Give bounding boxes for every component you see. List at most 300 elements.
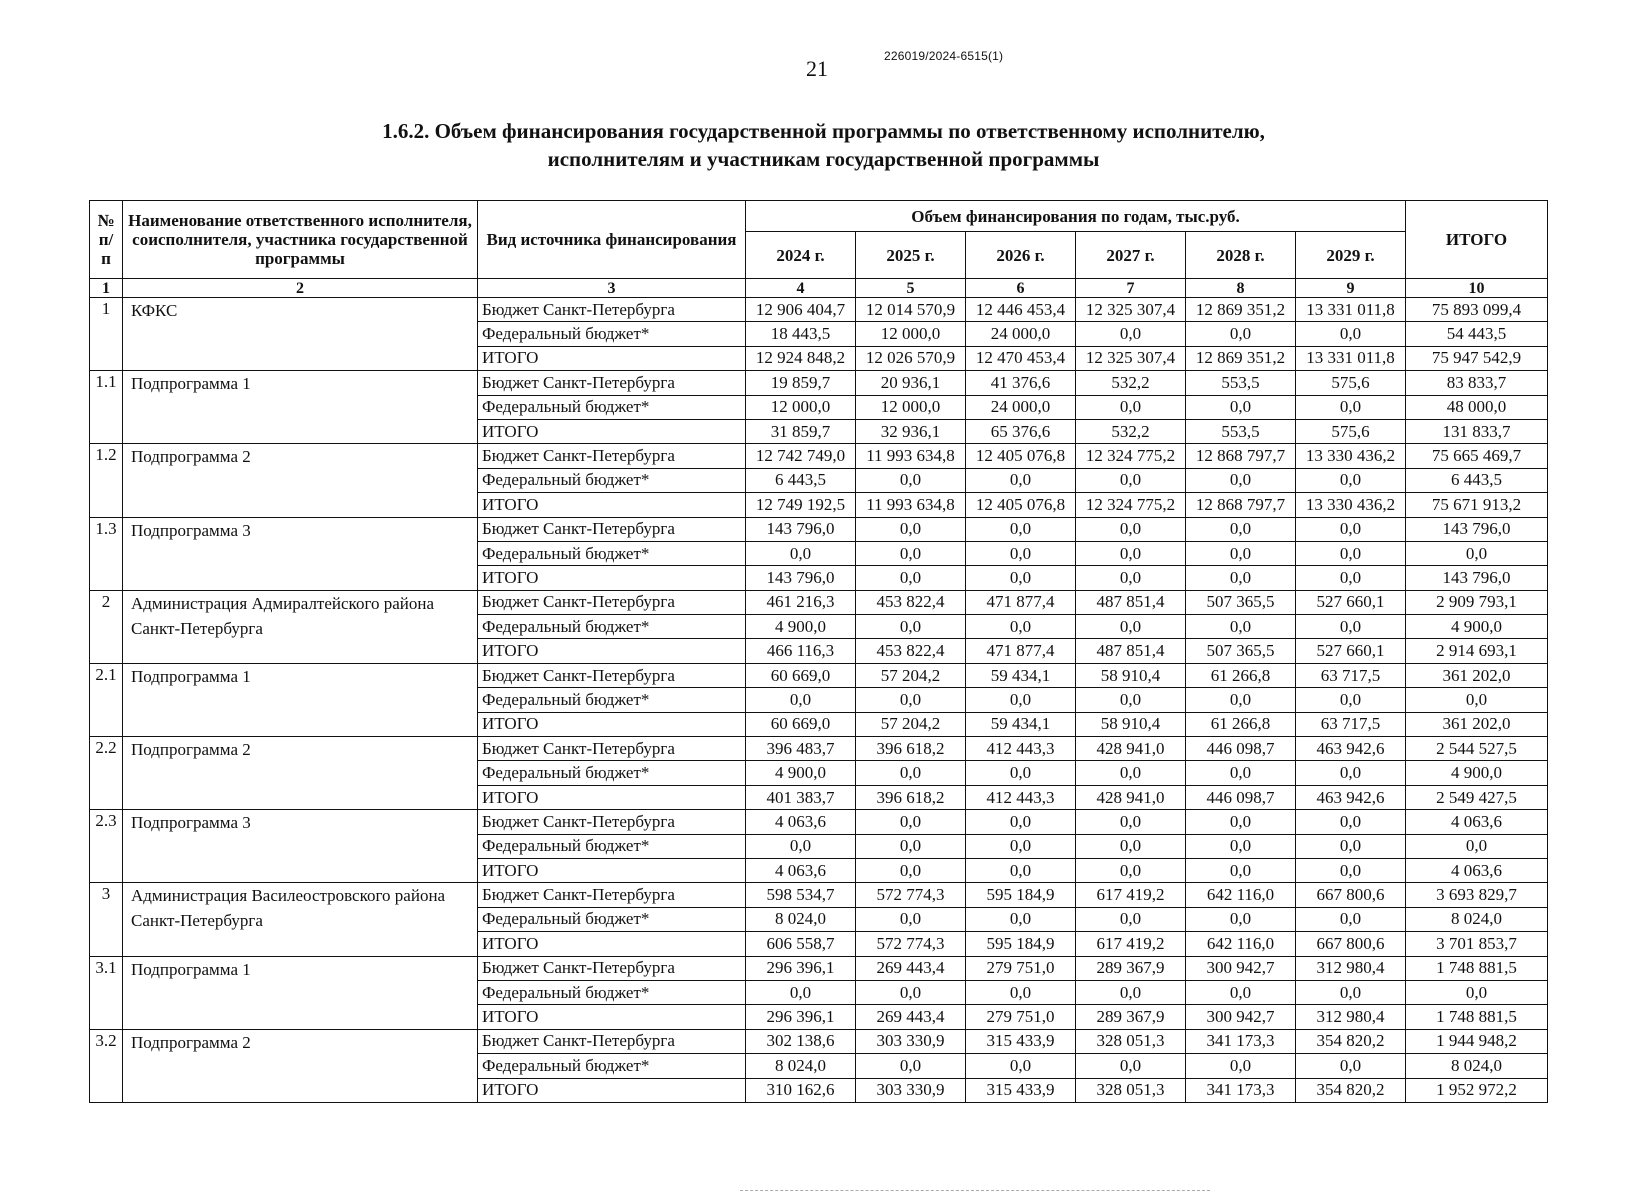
amount-cell: 63 717,5 xyxy=(1296,663,1406,687)
footer-divider xyxy=(740,1190,1210,1191)
amount-cell: 0,0 xyxy=(746,834,856,858)
row-number: 1.2 xyxy=(90,444,123,517)
amount-cell: 0,0 xyxy=(1296,566,1406,590)
total-cell: 4 900,0 xyxy=(1406,761,1548,785)
amount-cell: 0,0 xyxy=(1076,907,1186,931)
amount-cell: 0,0 xyxy=(1296,907,1406,931)
funding-source: Бюджет Санкт-Петербурга xyxy=(478,444,746,468)
amount-cell: 572 774,3 xyxy=(856,932,966,956)
amount-cell: 296 396,1 xyxy=(746,956,856,980)
header-row-1 xyxy=(90,201,1548,232)
amount-cell: 12 014 570,9 xyxy=(856,298,966,322)
funding-source: ИТОГО xyxy=(478,493,746,517)
amount-cell: 617 419,2 xyxy=(1076,932,1186,956)
amount-cell: 0,0 xyxy=(1076,322,1186,346)
amount-cell: 487 851,4 xyxy=(1076,639,1186,663)
total-cell: 4 900,0 xyxy=(1406,615,1548,639)
funding-source: ИТОГО xyxy=(478,932,746,956)
amount-cell: 0,0 xyxy=(1296,1054,1406,1078)
table-row xyxy=(90,590,1548,614)
header-year: 2025 г. xyxy=(856,232,966,279)
total-cell: 2 909 793,1 xyxy=(1406,590,1548,614)
amount-cell: 12 405 076,8 xyxy=(966,444,1076,468)
amount-cell: 65 376,6 xyxy=(966,419,1076,443)
amount-cell: 463 942,6 xyxy=(1296,737,1406,761)
amount-cell: 0,0 xyxy=(966,858,1076,882)
amount-cell: 12 869 351,2 xyxy=(1186,346,1296,370)
amount-cell: 4 900,0 xyxy=(746,615,856,639)
amount-cell: 412 443,3 xyxy=(966,737,1076,761)
amount-cell: 0,0 xyxy=(1076,834,1186,858)
amount-cell: 0,0 xyxy=(746,688,856,712)
amount-cell: 302 138,6 xyxy=(746,1029,856,1053)
amount-cell: 0,0 xyxy=(966,541,1076,565)
funding-source: Бюджет Санкт-Петербурга xyxy=(478,883,746,907)
amount-cell: 446 098,7 xyxy=(1186,785,1296,809)
amount-cell: 446 098,7 xyxy=(1186,737,1296,761)
amount-cell: 24 000,0 xyxy=(966,395,1076,419)
amount-cell: 0,0 xyxy=(1296,517,1406,541)
funding-source: Федеральный бюджет* xyxy=(478,395,746,419)
amount-cell: 396 483,7 xyxy=(746,737,856,761)
amount-cell: 642 116,0 xyxy=(1186,932,1296,956)
table-row xyxy=(90,810,1548,834)
row-number: 3 xyxy=(90,883,123,956)
amount-cell: 289 367,9 xyxy=(1076,1005,1186,1029)
executor-name: Администрация Адмиралтейского района Санкт-Петербурга xyxy=(123,590,478,663)
amount-cell: 0,0 xyxy=(746,541,856,565)
amount-cell: 0,0 xyxy=(1076,395,1186,419)
header-year: 2029 г. xyxy=(1296,232,1406,279)
amount-cell: 0,0 xyxy=(1296,688,1406,712)
amount-cell: 0,0 xyxy=(966,615,1076,639)
amount-cell: 18 443,5 xyxy=(746,322,856,346)
amount-cell: 4 063,6 xyxy=(746,858,856,882)
column-number: 9 xyxy=(1296,279,1406,298)
funding-source: Бюджет Санкт-Петербурга xyxy=(478,663,746,687)
amount-cell: 0,0 xyxy=(966,810,1076,834)
amount-cell: 401 383,7 xyxy=(746,785,856,809)
amount-cell: 12 470 453,4 xyxy=(966,346,1076,370)
title-line-2: исполнителям и участникам государственной программы xyxy=(547,147,1100,171)
amount-cell: 428 941,0 xyxy=(1076,785,1186,809)
row-number: 1.3 xyxy=(90,517,123,590)
amount-cell: 315 433,9 xyxy=(966,1078,1076,1102)
column-number: 3 xyxy=(478,279,746,298)
amount-cell: 32 936,1 xyxy=(856,419,966,443)
total-cell: 2 544 527,5 xyxy=(1406,737,1548,761)
amount-cell: 0,0 xyxy=(1076,858,1186,882)
amount-cell: 0,0 xyxy=(1186,980,1296,1004)
funding-source: Федеральный бюджет* xyxy=(478,1054,746,1078)
amount-cell: 0,0 xyxy=(966,517,1076,541)
amount-cell: 12 405 076,8 xyxy=(966,493,1076,517)
column-number: 2 xyxy=(123,279,478,298)
amount-cell: 0,0 xyxy=(1186,395,1296,419)
amount-cell: 300 942,7 xyxy=(1186,956,1296,980)
amount-cell: 12 869 351,2 xyxy=(1186,298,1296,322)
header-year: 2027 г. xyxy=(1076,232,1186,279)
column-number: 6 xyxy=(966,279,1076,298)
column-number: 10 xyxy=(1406,279,1548,298)
amount-cell: 12 906 404,7 xyxy=(746,298,856,322)
amount-cell: 0,0 xyxy=(1076,615,1186,639)
amount-cell: 617 419,2 xyxy=(1076,883,1186,907)
amount-cell: 532,2 xyxy=(1076,371,1186,395)
amount-cell: 0,0 xyxy=(1296,395,1406,419)
amount-cell: 328 051,3 xyxy=(1076,1029,1186,1053)
row-number: 2 xyxy=(90,590,123,663)
total-cell: 0,0 xyxy=(1406,541,1548,565)
amount-cell: 0,0 xyxy=(856,980,966,1004)
amount-cell: 8 024,0 xyxy=(746,907,856,931)
total-cell: 75 665 469,7 xyxy=(1406,444,1548,468)
amount-cell: 58 910,4 xyxy=(1076,712,1186,736)
amount-cell: 12 000,0 xyxy=(856,322,966,346)
table-row xyxy=(90,737,1548,761)
total-cell: 75 893 099,4 xyxy=(1406,298,1548,322)
amount-cell: 0,0 xyxy=(856,907,966,931)
total-cell: 4 063,6 xyxy=(1406,858,1548,882)
amount-cell: 0,0 xyxy=(856,517,966,541)
total-cell: 4 063,6 xyxy=(1406,810,1548,834)
amount-cell: 12 868 797,7 xyxy=(1186,493,1296,517)
funding-source: ИТОГО xyxy=(478,419,746,443)
amount-cell: 0,0 xyxy=(1186,615,1296,639)
amount-cell: 572 774,3 xyxy=(856,883,966,907)
funding-source: ИТОГО xyxy=(478,858,746,882)
funding-source: Федеральный бюджет* xyxy=(478,907,746,931)
funding-source: Федеральный бюджет* xyxy=(478,980,746,1004)
amount-cell: 8 024,0 xyxy=(746,1054,856,1078)
funding-source: ИТОГО xyxy=(478,639,746,663)
amount-cell: 354 820,2 xyxy=(1296,1078,1406,1102)
total-cell: 75 671 913,2 xyxy=(1406,493,1548,517)
amount-cell: 0,0 xyxy=(1296,980,1406,1004)
funding-source: Федеральный бюджет* xyxy=(478,322,746,346)
amount-cell: 0,0 xyxy=(856,468,966,492)
funding-source: Бюджет Санкт-Петербурга xyxy=(478,1029,746,1053)
amount-cell: 0,0 xyxy=(1186,322,1296,346)
amount-cell: 269 443,4 xyxy=(856,956,966,980)
amount-cell: 4 900,0 xyxy=(746,761,856,785)
amount-cell: 0,0 xyxy=(966,1054,1076,1078)
amount-cell: 0,0 xyxy=(856,810,966,834)
table-row xyxy=(90,371,1548,395)
amount-cell: 19 859,7 xyxy=(746,371,856,395)
header-no: № п/п xyxy=(90,201,123,279)
amount-cell: 453 822,4 xyxy=(856,590,966,614)
amount-cell: 0,0 xyxy=(1296,834,1406,858)
amount-cell: 13 331 011,8 xyxy=(1296,346,1406,370)
page-title xyxy=(0,117,1647,173)
amount-cell: 58 910,4 xyxy=(1076,663,1186,687)
amount-cell: 0,0 xyxy=(1296,858,1406,882)
amount-cell: 0,0 xyxy=(1296,810,1406,834)
funding-source: Бюджет Санкт-Петербурга xyxy=(478,298,746,322)
row-number: 3.1 xyxy=(90,956,123,1029)
amount-cell: 24 000,0 xyxy=(966,322,1076,346)
amount-cell: 553,5 xyxy=(1186,419,1296,443)
amount-cell: 0,0 xyxy=(856,1054,966,1078)
amount-cell: 269 443,4 xyxy=(856,1005,966,1029)
funding-source: ИТОГО xyxy=(478,566,746,590)
amount-cell: 12 446 453,4 xyxy=(966,298,1076,322)
column-number: 8 xyxy=(1186,279,1296,298)
executor-name: Подпрограмма 2 xyxy=(123,444,478,517)
header-name: Наименование ответственного исполнителя, соисполнителя, участника государственной программы xyxy=(123,201,478,279)
funding-source: Бюджет Санкт-Петербурга xyxy=(478,371,746,395)
amount-cell: 667 800,6 xyxy=(1296,883,1406,907)
amount-cell: 328 051,3 xyxy=(1076,1078,1186,1102)
amount-cell: 303 330,9 xyxy=(856,1078,966,1102)
executor-name: Подпрограмма 1 xyxy=(123,371,478,444)
table-row xyxy=(90,444,1548,468)
total-cell: 48 000,0 xyxy=(1406,395,1548,419)
funding-source: Федеральный бюджет* xyxy=(478,615,746,639)
amount-cell: 312 980,4 xyxy=(1296,1005,1406,1029)
amount-cell: 0,0 xyxy=(966,980,1076,1004)
amount-cell: 0,0 xyxy=(1076,468,1186,492)
amount-cell: 0,0 xyxy=(966,761,1076,785)
amount-cell: 315 433,9 xyxy=(966,1029,1076,1053)
amount-cell: 12 026 570,9 xyxy=(856,346,966,370)
funding-source: Федеральный бюджет* xyxy=(478,761,746,785)
funding-source: Федеральный бюджет* xyxy=(478,541,746,565)
amount-cell: 0,0 xyxy=(1076,810,1186,834)
header-year: 2028 г. xyxy=(1186,232,1296,279)
executor-name: Подпрограмма 1 xyxy=(123,956,478,1029)
amount-cell: 12 749 192,5 xyxy=(746,493,856,517)
amount-cell: 0,0 xyxy=(856,834,966,858)
amount-cell: 396 618,2 xyxy=(856,737,966,761)
amount-cell: 595 184,9 xyxy=(966,932,1076,956)
amount-cell: 0,0 xyxy=(856,566,966,590)
header-years-group: Объем финансирования по годам, тыс.руб. xyxy=(746,201,1406,232)
amount-cell: 59 434,1 xyxy=(966,712,1076,736)
row-number: 1 xyxy=(90,298,123,371)
amount-cell: 60 669,0 xyxy=(746,663,856,687)
amount-cell: 61 266,8 xyxy=(1186,712,1296,736)
amount-cell: 13 330 436,2 xyxy=(1296,444,1406,468)
amount-cell: 41 376,6 xyxy=(966,371,1076,395)
total-cell: 143 796,0 xyxy=(1406,566,1548,590)
amount-cell: 0,0 xyxy=(1186,688,1296,712)
total-cell: 1 944 948,2 xyxy=(1406,1029,1548,1053)
column-number: 7 xyxy=(1076,279,1186,298)
amount-cell: 0,0 xyxy=(1296,468,1406,492)
amount-cell: 0,0 xyxy=(1186,858,1296,882)
header-total: ИТОГО xyxy=(1406,201,1548,279)
funding-source: ИТОГО xyxy=(478,712,746,736)
amount-cell: 6 443,5 xyxy=(746,468,856,492)
header-year: 2024 г. xyxy=(746,232,856,279)
amount-cell: 4 063,6 xyxy=(746,810,856,834)
funding-source: Бюджет Санкт-Петербурга xyxy=(478,737,746,761)
amount-cell: 0,0 xyxy=(966,834,1076,858)
amount-cell: 12 324 775,2 xyxy=(1076,444,1186,468)
amount-cell: 0,0 xyxy=(856,541,966,565)
amount-cell: 0,0 xyxy=(1186,810,1296,834)
amount-cell: 312 980,4 xyxy=(1296,956,1406,980)
amount-cell: 0,0 xyxy=(1186,907,1296,931)
amount-cell: 0,0 xyxy=(1186,517,1296,541)
amount-cell: 532,2 xyxy=(1076,419,1186,443)
column-number: 1 xyxy=(90,279,123,298)
amount-cell: 428 941,0 xyxy=(1076,737,1186,761)
amount-cell: 61 266,8 xyxy=(1186,663,1296,687)
amount-cell: 303 330,9 xyxy=(856,1029,966,1053)
header-year: 2026 г. xyxy=(966,232,1076,279)
amount-cell: 143 796,0 xyxy=(746,566,856,590)
funding-source: Федеральный бюджет* xyxy=(478,688,746,712)
funding-source: Бюджет Санкт-Петербурга xyxy=(478,956,746,980)
funding-source: Бюджет Санкт-Петербурга xyxy=(478,517,746,541)
total-cell: 0,0 xyxy=(1406,688,1548,712)
executor-name: Подпрограмма 3 xyxy=(123,810,478,883)
amount-cell: 341 173,3 xyxy=(1186,1078,1296,1102)
amount-cell: 595 184,9 xyxy=(966,883,1076,907)
total-cell: 143 796,0 xyxy=(1406,517,1548,541)
amount-cell: 13 331 011,8 xyxy=(1296,298,1406,322)
total-cell: 2 549 427,5 xyxy=(1406,785,1548,809)
amount-cell: 575,6 xyxy=(1296,371,1406,395)
executor-name: КФКС xyxy=(123,298,478,371)
executor-name: Администрация Василеостровского района Санкт-Петербурга xyxy=(123,883,478,956)
row-number: 2.1 xyxy=(90,663,123,736)
row-number: 1.1 xyxy=(90,371,123,444)
amount-cell: 527 660,1 xyxy=(1296,590,1406,614)
funding-source: Федеральный бюджет* xyxy=(478,834,746,858)
amount-cell: 300 942,7 xyxy=(1186,1005,1296,1029)
amount-cell: 0,0 xyxy=(1186,541,1296,565)
table-row xyxy=(90,883,1548,907)
executor-name: Подпрограмма 2 xyxy=(123,737,478,810)
amount-cell: 466 116,3 xyxy=(746,639,856,663)
amount-cell: 461 216,3 xyxy=(746,590,856,614)
amount-cell: 63 717,5 xyxy=(1296,712,1406,736)
amount-cell: 310 162,6 xyxy=(746,1078,856,1102)
funding-source: ИТОГО xyxy=(478,1005,746,1029)
title-line-1: 1.6.2. Объем финансирования государственной программы по ответственному исполнителю, xyxy=(382,119,1265,143)
column-number: 4 xyxy=(746,279,856,298)
document-code: 226019/2024-6515(1) xyxy=(884,49,1004,63)
amount-cell: 0,0 xyxy=(1186,468,1296,492)
amount-cell: 0,0 xyxy=(1186,761,1296,785)
table-row xyxy=(90,298,1548,322)
amount-cell: 13 330 436,2 xyxy=(1296,493,1406,517)
amount-cell: 412 443,3 xyxy=(966,785,1076,809)
executor-name: Подпрограмма 3 xyxy=(123,517,478,590)
amount-cell: 507 365,5 xyxy=(1186,590,1296,614)
table-row xyxy=(90,1029,1548,1053)
row-number: 3.2 xyxy=(90,1029,123,1102)
amount-cell: 60 669,0 xyxy=(746,712,856,736)
total-cell: 1 952 972,2 xyxy=(1406,1078,1548,1102)
amount-cell: 0,0 xyxy=(1076,980,1186,1004)
total-cell: 8 024,0 xyxy=(1406,907,1548,931)
amount-cell: 12 742 749,0 xyxy=(746,444,856,468)
amount-cell: 471 877,4 xyxy=(966,639,1076,663)
amount-cell: 279 751,0 xyxy=(966,956,1076,980)
table-row xyxy=(90,517,1548,541)
amount-cell: 279 751,0 xyxy=(966,1005,1076,1029)
amount-cell: 463 942,6 xyxy=(1296,785,1406,809)
amount-cell: 12 868 797,7 xyxy=(1186,444,1296,468)
funding-source: Федеральный бюджет* xyxy=(478,468,746,492)
total-cell: 361 202,0 xyxy=(1406,663,1548,687)
amount-cell: 0,0 xyxy=(746,980,856,1004)
amount-cell: 0,0 xyxy=(1296,541,1406,565)
amount-cell: 31 859,7 xyxy=(746,419,856,443)
total-cell: 1 748 881,5 xyxy=(1406,956,1548,980)
row-number: 2.3 xyxy=(90,810,123,883)
funding-source: Бюджет Санкт-Петербурга xyxy=(478,590,746,614)
amount-cell: 0,0 xyxy=(1076,1054,1186,1078)
amount-cell: 0,0 xyxy=(1296,322,1406,346)
amount-cell: 487 851,4 xyxy=(1076,590,1186,614)
amount-cell: 0,0 xyxy=(966,566,1076,590)
amount-cell: 0,0 xyxy=(1296,615,1406,639)
funding-source: Бюджет Санкт-Петербурга xyxy=(478,810,746,834)
amount-cell: 0,0 xyxy=(1076,688,1186,712)
amount-cell: 354 820,2 xyxy=(1296,1029,1406,1053)
amount-cell: 59 434,1 xyxy=(966,663,1076,687)
amount-cell: 0,0 xyxy=(1076,566,1186,590)
amount-cell: 11 993 634,8 xyxy=(856,444,966,468)
executor-name: Подпрограмма 1 xyxy=(123,663,478,736)
amount-cell: 453 822,4 xyxy=(856,639,966,663)
amount-cell: 341 173,3 xyxy=(1186,1029,1296,1053)
amount-cell: 12 924 848,2 xyxy=(746,346,856,370)
amount-cell: 11 993 634,8 xyxy=(856,493,966,517)
amount-cell: 57 204,2 xyxy=(856,712,966,736)
total-cell: 0,0 xyxy=(1406,980,1548,1004)
amount-cell: 0,0 xyxy=(966,907,1076,931)
total-cell: 0,0 xyxy=(1406,834,1548,858)
amount-cell: 396 618,2 xyxy=(856,785,966,809)
total-cell: 54 443,5 xyxy=(1406,322,1548,346)
amount-cell: 0,0 xyxy=(1076,517,1186,541)
total-cell: 3 693 829,7 xyxy=(1406,883,1548,907)
funding-source: ИТОГО xyxy=(478,1078,746,1102)
amount-cell: 0,0 xyxy=(966,688,1076,712)
financing-table xyxy=(89,200,1548,1103)
table-body xyxy=(90,298,1548,1103)
amount-cell: 0,0 xyxy=(856,761,966,785)
amount-cell: 289 367,9 xyxy=(1076,956,1186,980)
amount-cell: 0,0 xyxy=(1296,761,1406,785)
amount-cell: 527 660,1 xyxy=(1296,639,1406,663)
total-cell: 3 701 853,7 xyxy=(1406,932,1548,956)
table-row xyxy=(90,663,1548,687)
amount-cell: 0,0 xyxy=(1076,761,1186,785)
amount-cell: 296 396,1 xyxy=(746,1005,856,1029)
total-cell: 2 914 693,1 xyxy=(1406,639,1548,663)
amount-cell: 606 558,7 xyxy=(746,932,856,956)
amount-cell: 0,0 xyxy=(856,615,966,639)
header-source: Вид источника финансирования xyxy=(478,201,746,279)
amount-cell: 667 800,6 xyxy=(1296,932,1406,956)
executor-name: Подпрограмма 2 xyxy=(123,1029,478,1102)
total-cell: 361 202,0 xyxy=(1406,712,1548,736)
amount-cell: 0,0 xyxy=(1186,834,1296,858)
amount-cell: 12 324 775,2 xyxy=(1076,493,1186,517)
amount-cell: 0,0 xyxy=(856,688,966,712)
total-cell: 8 024,0 xyxy=(1406,1054,1548,1078)
total-cell: 1 748 881,5 xyxy=(1406,1005,1548,1029)
amount-cell: 12 325 307,4 xyxy=(1076,298,1186,322)
